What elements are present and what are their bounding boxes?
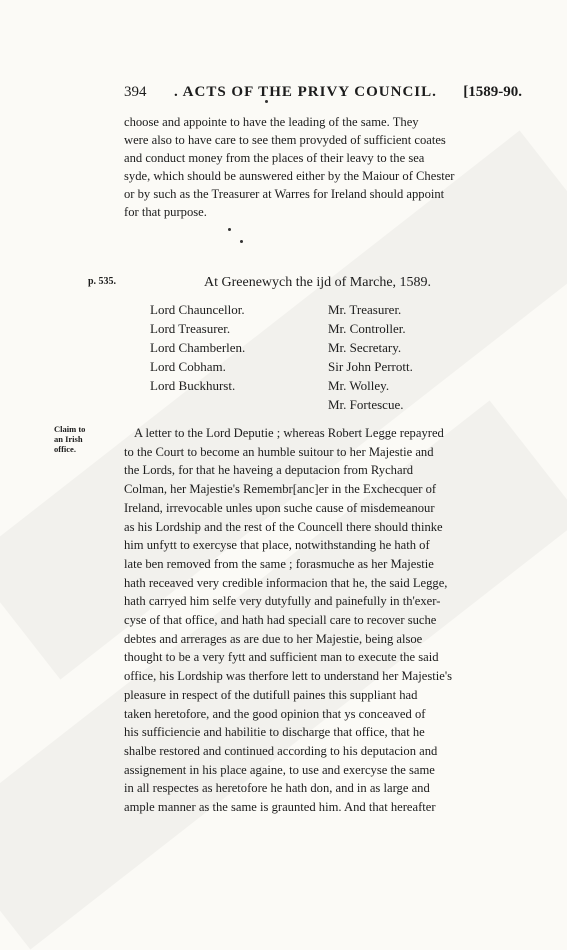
header-year: [1589-90.: [463, 84, 522, 100]
text-line: Ireland, irrevocable unles upon suche cause of misdemeanour: [124, 500, 435, 515]
attendee: Mr. Treasurer.: [328, 302, 402, 317]
running-header: [124, 84, 522, 104]
text-line: him unfytt to exercyse that place, notwithstanding he hath of: [124, 538, 430, 553]
text-line: A letter to the Lord Deputie ; whereas Robert Legge repayred: [134, 426, 444, 440]
text-line: the Lords, for that he haveing a deputacion from Rychard: [124, 463, 414, 478]
attendee: Sir John Perrott.: [328, 359, 413, 374]
attendee: Lord Chamberlen.: [150, 340, 246, 355]
text-line: ample manner as the same is graunted him. And that hereafter: [124, 800, 436, 814]
text-line: choose and appointe to have the leading of the same. They: [124, 115, 419, 129]
text-line: shalbe restored and continued according to his deputacion and: [124, 743, 438, 758]
page-marker: p. 535.: [88, 276, 117, 287]
text-line: hath carryed him selfe very dutyfully and painefully in th'exer-: [124, 594, 441, 609]
text-line: to the Court to become an humble suitour to her Majestie and: [124, 444, 434, 459]
text-line: were also to have care to see them provyded of sufficient coates: [124, 133, 446, 147]
text-line: pleasure in respect of the dutifull paines this suppliant had: [124, 687, 418, 702]
attendee: Mr. Controller.: [328, 321, 406, 336]
text-line: cyse of that office, and hath had speciall care to recover suche: [124, 613, 437, 627]
attendees-left: [150, 300, 245, 395]
attendee: Lord Buckhurst.: [150, 378, 236, 393]
attendee: Mr. Wolley.: [328, 378, 390, 393]
text-line: thought to be a very fytt and sufficient man to execute the said: [124, 650, 439, 665]
text-line: late ben removed from the same ; forasmuche as her Majestie: [124, 556, 434, 571]
attendees-right: [328, 300, 413, 414]
text-line: syde, which should be aunswered either by the Maiour of Chester: [124, 169, 455, 183]
ink-dot: [240, 240, 243, 243]
margin-note-line: office.: [54, 444, 76, 454]
ink-dot: [265, 100, 268, 103]
text-line: debtes and arrerages as are due to her Majestie, being alsoe: [124, 631, 423, 646]
attendee: Lord Chauncellor.: [150, 302, 245, 317]
text-line: in all respectes as heretofore he hath don, and in as large and: [124, 781, 430, 796]
attendee: Lord Treasurer.: [150, 321, 231, 336]
margin-note-line: Claim to: [54, 424, 86, 434]
attendee: Lord Cobham.: [150, 359, 226, 374]
text-line: his sufficiencie and habilitie to discharge that office, that he: [124, 725, 425, 740]
text-line: and conduct money from the places of their leavy to the sea: [124, 151, 425, 165]
text-line: assignement in his place againe, to use and exercyse the same: [124, 762, 435, 777]
text-line: or by such as the Treasurer at Warres for Ireland should appoint: [124, 187, 445, 201]
attendee: Mr. Fortescue.: [328, 397, 404, 412]
margin-note: [54, 424, 85, 454]
text-line: taken heretofore, and the good opinion that ys conceaved of: [124, 706, 426, 721]
margin-note-line: an Irish: [54, 434, 83, 444]
ink-dot: [228, 228, 231, 231]
text-line: for that purpose.: [124, 205, 207, 219]
text-line: office, his Lordship was therfore lett to understand her Majestie's: [124, 669, 452, 684]
text-line: Colman, her Majestie's Remembr[anc]er in the Exchecquer of: [124, 482, 437, 497]
running-title: . ACTS OF THE PRIVY COUNCIL.: [174, 84, 437, 100]
text-line: hath receaved very credible informacion that he, the said Legge,: [124, 575, 448, 590]
page-number: 394: [124, 84, 147, 100]
meeting-heading: At Greenewych the ijd of Marche, 1589.: [204, 275, 432, 290]
attendee: Mr. Secretary.: [328, 340, 402, 355]
text-line: as his Lordship and the rest of the Councell there should thinke: [124, 519, 443, 534]
